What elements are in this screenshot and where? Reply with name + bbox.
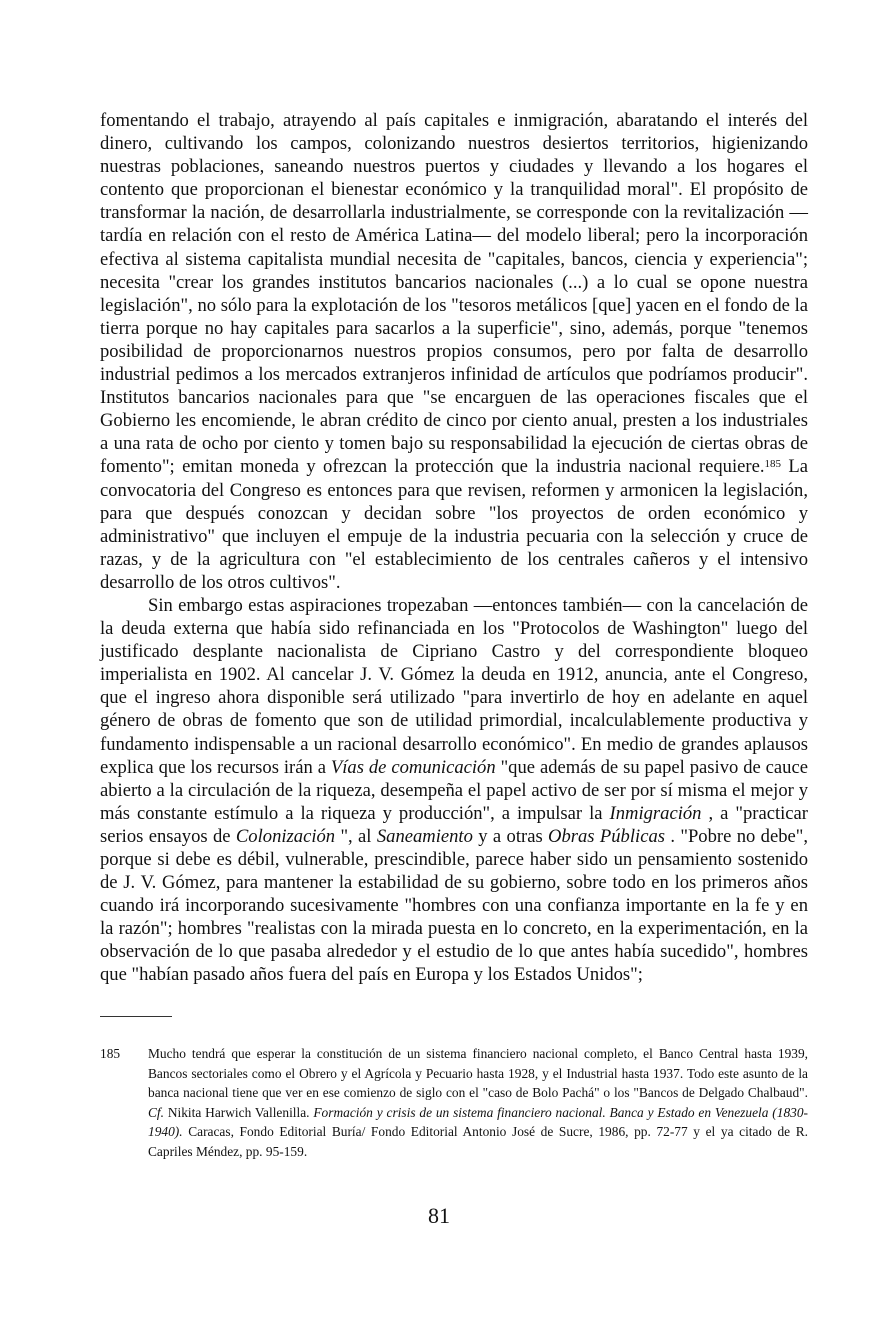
text-run: "que además de su papel pasivo de cauce abierto a la circulación de la riqueza, desempeña el papel activo de ser por sí misma el mejor y más constante estímulo a la riqueza y producción", a impulsar la	[100, 756, 808, 824]
footnote-185	[100, 1044, 808, 1162]
italic-term: Inmigración	[609, 802, 702, 824]
text-run: Mucho tendrá que esperar la constitución de un sistema financiero nacional completo, el Banco Central hasta 1939, Bancos sectoriales como el Obrero y el Agrícola y Pecuario hasta 1928, y el Industrial hasta 1937. Todo este asunto de la banca nacional tiene que ver en ese comienzo de siglo con el "caso de Bolo Pachá" o los "Bancos de Delgado Chalbaud".	[148, 1046, 808, 1101]
italic-term: Colonización	[235, 825, 336, 847]
text-run: . "Pobre no debe", porque si debe es débil, vulnerable, prescindible, parece haber sido un pensamiento sostenido de J. V. Gómez, para mantener la estabilidad de su gobierno, sobre todo en los primeros años cuando irá incorporando sucesivamente "hombres con una confianza importante en la fe y en la razón"; hombres "realistas con la mirada puesta en lo concreto, en la experimentación, en la observación de lo que pasaba alrededor y el estudio de lo que antes había sucedido", hombres que "habían pasado años fuera del país en Europa y los Estados Unidos";	[100, 825, 808, 986]
text-run: y a otras	[472, 825, 549, 847]
italic-term: Obras Públicas	[548, 825, 665, 847]
footnote-separator	[100, 1016, 172, 1017]
paragraph-2	[100, 594, 808, 987]
italic-term: Cf.	[148, 1104, 164, 1120]
footnote-reference: 185	[764, 458, 781, 471]
footnote-number: 185	[100, 1046, 121, 1061]
text-run: Nikita Harwich Vallenilla.	[164, 1104, 314, 1120]
book-title: Formación y crisis de un sistema financiero nacional. Banca y Estado en Venezuela (1830-1940).	[148, 1104, 808, 1140]
text-run: Caracas, Fondo Editorial Buría/ Fondo Editorial Antonio José de Sucre, 1986, pp. 72-77 y el ya citado de R. Capriles Méndez, pp. 95-159.	[148, 1124, 808, 1159]
footnotes	[100, 1044, 808, 1162]
italic-term: Vías de comunicación	[330, 756, 496, 778]
text-run: ", al	[335, 825, 377, 847]
paragraph-1	[100, 109, 808, 594]
italic-term: Saneamiento	[376, 825, 473, 847]
main-text	[100, 109, 808, 987]
text-run: La convocatoria del Congreso es entonces para que revisen, reformen y armonicen la legislación, para que después conozcan y decidan sobre "los proyectos de orden económico y administrativo" que incluyen el empuje de la industria pecuaria con la selección y cruce de razas, y de la agricultura con "el establecimiento de los centrales cañeros y el intensivo desarrollo de los otros cultivos".	[100, 456, 808, 593]
footnote-text	[148, 1044, 808, 1162]
text-run: , a "practicar serios ensayos de	[100, 802, 808, 847]
page-number: 81	[428, 1203, 450, 1228]
text-run: Sin embargo estas aspiraciones tropezaban —entonces también— con la cancelación de la deuda externa que había sido refinanciada en los "Protocolos de Washington" luego del justificado desplante nacionalista de Cipriano Castro y del correspondiente bloqueo imperialista en 1902. Al cancelar J. V. Gómez la deuda en 1912, anuncia, ante el Congreso, que el ingreso ahora disponible será utilizado "para invertirlo de hoy en adelante en aquel género de obras de fomento que son de utilidad primordial, incalculablemente productiva y fundamento indispensable a un racional desarrollo económico". En medio de grandes aplausos explica que los recursos irán a	[100, 594, 808, 778]
text-run: fomentando el trabajo, atrayendo al país capitales e inmigración, abaratando el interés del dinero, cultivando los campos, colonizando nuestros desiertos territorios, higienizando nuestras poblaciones, saneando nuestros puertos y ciudades y llevando a los hogares el contento que proporcionan el bienestar económico y la tranquilidad moral". El propósito de transformar la nación, de desarrollarla industrialmente, se corresponde con la revitalización —tardía en relación con el resto de América Latina— del modelo liberal; pero la incorporación efectiva al sistema capitalista mundial necesita de "capitales, bancos, ciencia y experiencia"; necesita "crear los grandes institutos bancarios nacionales (...) a lo cual se opone nuestra legislación", no sólo para la explotación de los "tesoros metálicos [que] yacen en el fondo de la tierra porque no hay capitales para sacarlos a la superficie", sino, además, porque "tenemos posibilidad de proporcionarnos nuestros propios consumos, pero por falta de desarrollo industrial pedimos a los mercados extranjeros infinidad de artículos que podríamos producir". Institutos bancarios nacionales para que "se encarguen de las operaciones fiscales que el Gobierno les encomiende, le abran crédito de cinco por ciento anual, presten a los industriales a una rata de ocho por ciento y tomen bajo su responsabilidad la ejecución de ciertas obras de fomento"; emitan moneda y ofrezcan la protección que la industria nacional requiere.	[100, 110, 808, 478]
